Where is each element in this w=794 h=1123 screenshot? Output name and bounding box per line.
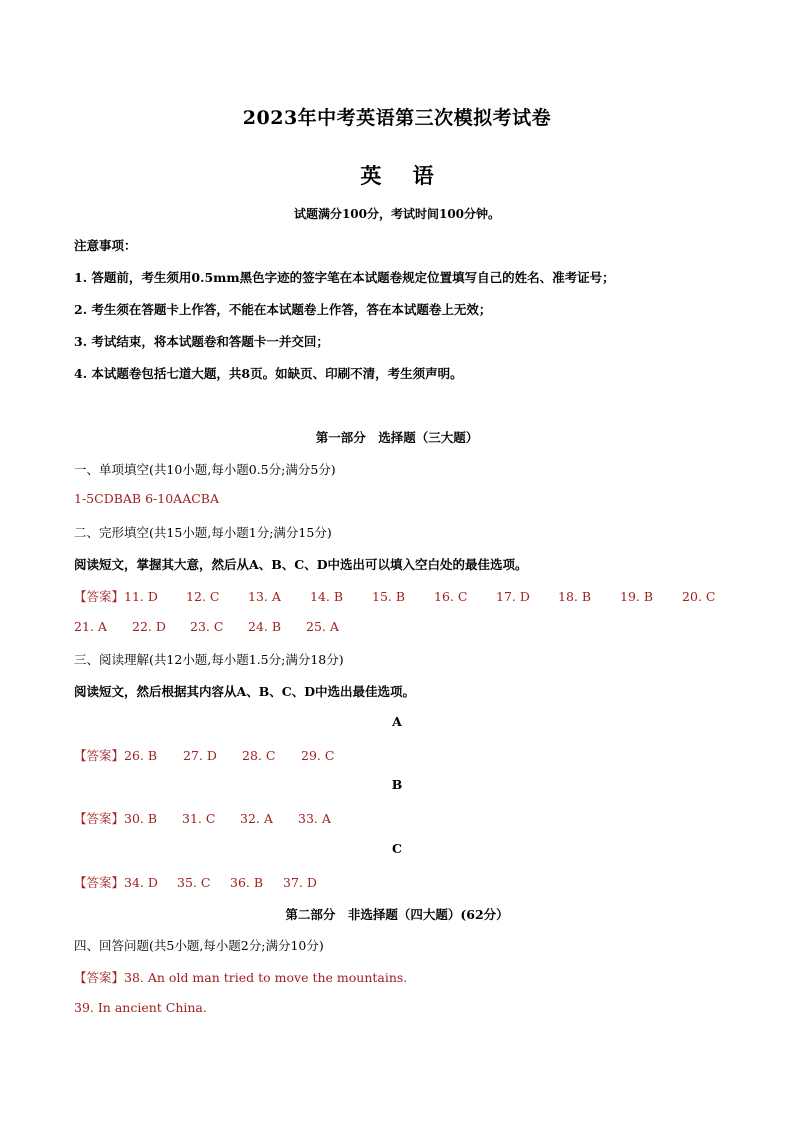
note-item-2: 2. 考生须在答题卡上作答，不能在本试题卷上作答，答在本试题卷上无效； bbox=[74, 302, 492, 317]
answer-item: 33. A bbox=[298, 811, 331, 826]
answer-38: 38. An old man tried to move the mountains. bbox=[124, 970, 408, 985]
answer-item: 15. B bbox=[372, 589, 406, 604]
section3-title: 三、阅读理解(共12小题,每小题1.5分;满分18分) bbox=[74, 652, 344, 667]
note-item-3: 3. 考试结束，将本试题卷和答题卡一并交回； bbox=[74, 334, 329, 349]
answer-item: 24. B bbox=[248, 619, 282, 634]
document-title: 2023年中考英语第三次模拟考试卷 bbox=[242, 107, 552, 129]
passage-a-answers bbox=[74, 746, 334, 764]
answer-item: 30. B bbox=[124, 811, 158, 826]
answer-tag: 【答案】 bbox=[74, 811, 125, 826]
subject-heading: 英 语 bbox=[360, 163, 446, 188]
notes-heading: 注意事项： bbox=[74, 238, 137, 253]
section2-instruction: 阅读短文，掌握其大意，然后从A、B、C、D中选出可以填入空白处的最佳选项。 bbox=[74, 557, 528, 572]
answer-tag: 【答案】 bbox=[74, 970, 125, 985]
note-item-4: 4. 本试题卷包括七道大题，共8页。如缺页、印刷不清，考生须声明。 bbox=[74, 366, 463, 381]
answer-tag: 【答案】 bbox=[74, 748, 125, 763]
answer-item: 14. B bbox=[310, 589, 344, 604]
answer-item: 21. A bbox=[74, 619, 107, 634]
answer-item: 37. D bbox=[283, 875, 317, 890]
note-item-1: 1. 答题前，考生须用0.5mm黑色字迹的签字笔在本试题卷规定位置填写自己的姓名、准考证号； bbox=[74, 270, 615, 285]
answer-item: 20. C bbox=[682, 589, 716, 604]
part2-heading: 第二部分 非选择题（四大题）(62分） bbox=[285, 907, 509, 922]
answer-item: 23. C bbox=[190, 619, 224, 634]
passage-b-answers bbox=[74, 809, 331, 827]
answer-item: 25. A bbox=[306, 619, 339, 634]
answer-item: 18. B bbox=[558, 589, 592, 604]
answer-item: 26. B bbox=[124, 748, 158, 763]
answer-item: 17. D bbox=[496, 589, 530, 604]
passage-c-answers bbox=[74, 873, 317, 891]
answer-38-row bbox=[74, 968, 407, 986]
passage-b-label: B bbox=[391, 777, 403, 792]
answer-item: 13. A bbox=[248, 589, 281, 604]
exam-info: 试题满分100分，考试时间100分钟。 bbox=[293, 207, 501, 221]
answer-item: 32. A bbox=[240, 811, 273, 826]
answer-item: 34. D bbox=[124, 875, 158, 890]
section4-title: 四、回答问题(共5小题,每小题2分;满分10分) bbox=[74, 938, 324, 953]
answer-item: 35. C bbox=[177, 875, 211, 890]
answer-item: 11. D bbox=[124, 589, 158, 604]
answer-item: 28. C bbox=[242, 748, 276, 763]
answer-item: 16. C bbox=[434, 589, 468, 604]
passage-c-label: C bbox=[392, 841, 402, 856]
answer-item: 29. C bbox=[301, 748, 335, 763]
answer-item: 12. C bbox=[186, 589, 220, 604]
answer-item: 36. B bbox=[230, 875, 264, 890]
part1-heading: 第一部分 选择题（三大题） bbox=[315, 430, 479, 445]
answer-item: 27. D bbox=[183, 748, 217, 763]
section2-answers-row1 bbox=[74, 587, 715, 605]
answer-item: 22. D bbox=[132, 619, 166, 634]
answer-item: 31. C bbox=[182, 811, 216, 826]
section3-instruction: 阅读短文，然后根据其内容从A、B、C、D中选出最佳选项。 bbox=[74, 684, 416, 699]
passage-a-label: A bbox=[392, 714, 402, 729]
answer-tag: 【答案】 bbox=[74, 589, 125, 604]
section2-title: 二、完形填空(共15小题,每小题1分;满分15分) bbox=[74, 525, 332, 540]
section1-title: 一、单项填空(共10小题,每小题0.5分;满分5分) bbox=[74, 462, 336, 477]
section2-answers-row2 bbox=[74, 619, 339, 634]
answer-item: 19. B bbox=[620, 589, 654, 604]
answer-tag: 【答案】 bbox=[74, 875, 125, 890]
section1-answer: 1-5CDBAB 6-10AACBA bbox=[74, 491, 220, 506]
answer-39: 39. In ancient China. bbox=[74, 1000, 207, 1015]
